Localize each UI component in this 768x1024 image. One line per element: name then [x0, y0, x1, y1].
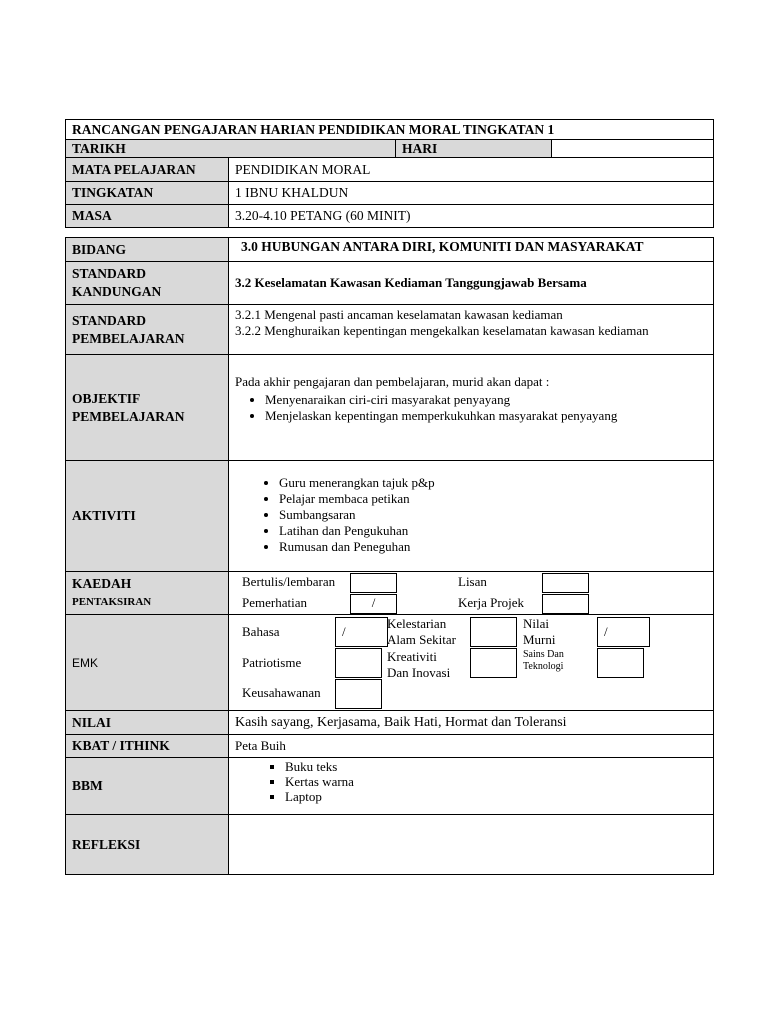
- kreativiti-label: [387, 649, 450, 677]
- nilai-murni-label-1: Nilai: [523, 616, 549, 631]
- kreativiti-label-2: Dan Inovasi: [387, 665, 451, 677]
- mata-pelajaran-label: MATA PELAJARAN: [66, 158, 229, 181]
- title-row: [65, 119, 714, 140]
- objektif-intro: Pada akhir pengajaran dan pembelajaran, murid akan dapat :: [235, 374, 550, 389]
- standard-pembelajaran-label-2: PEMBELAJARAN: [72, 330, 185, 346]
- tingkatan-value: 1 IBNU KHALDUN: [235, 185, 349, 200]
- kaedah-label: [66, 572, 229, 614]
- standard-pembelajaran-label-1: STANDARD: [72, 312, 147, 328]
- tarikh-label-cell: [66, 140, 396, 157]
- masa-row: [65, 204, 714, 228]
- nilai-label: NILAI: [66, 711, 229, 734]
- standard-pembelajaran-value: [229, 307, 713, 354]
- bertulis-label: Bertulis/lembaran: [242, 574, 336, 589]
- objektif-value: [229, 374, 713, 460]
- mata-pelajaran-value: PENDIDIKAN MORAL: [235, 161, 371, 177]
- bbm-item: ▪ Kertas warna: [285, 774, 713, 789]
- kelestarian-label-1: Kelestarian: [387, 616, 447, 631]
- kbat-label: KBAT / ITHINK: [66, 735, 229, 757]
- kaedah-label-1: KAEDAH: [72, 576, 132, 591]
- pemerhatian-checkbox[interactable]: /: [350, 594, 397, 614]
- bbm-item: ▪ Laptop: [285, 789, 713, 804]
- page-title: RANCANGAN PENGAJARAN HARIAN PENDIDIKAN MORAL TINGKATAN 1: [72, 122, 555, 137]
- objektif-list: [235, 392, 713, 424]
- nilai-murni-label-2: Murni: [523, 632, 556, 644]
- nilai-value: Kasih sayang, Kerjasama, Baik Hati, Hormat dan Toleransi: [235, 714, 567, 730]
- objektif-label-1: OBJEKTIF: [72, 390, 141, 406]
- kelestarian-checkbox[interactable]: [470, 617, 517, 647]
- standard-pembelajaran-item: 3.2.2 Menghuraikan kepentingan mengekalkan keselamatan kawasan kediaman: [235, 323, 649, 338]
- bertulis-checkbox[interactable]: [350, 573, 397, 593]
- masa-value: 3.20-4.10 PETANG (60 MINIT): [235, 208, 411, 223]
- kaedah-label-2: PENTAKSIRAN: [72, 596, 152, 608]
- kaedah-value: [229, 572, 713, 614]
- lisan-label: Lisan: [458, 574, 487, 589]
- standard-pembelajaran-item: 3.2.1 Mengenal pasti ancaman keselamatan kawasan kediaman: [235, 307, 563, 322]
- bidang-label: BIDANG: [66, 238, 229, 261]
- refleksi-row: [65, 814, 714, 875]
- standard-kandungan-label: [66, 262, 229, 304]
- standard-kandungan-label-2: KANDUNGAN: [72, 284, 162, 299]
- bidang-value: 3.0 HUBUNGAN ANTARA DIRI, KOMUNITI DAN MASYARAKAT: [241, 239, 644, 254]
- nilai-murni-checkbox[interactable]: /: [597, 617, 650, 647]
- hari-label-cell: [396, 140, 552, 157]
- bahasa-checkbox[interactable]: /: [335, 617, 388, 647]
- tarikh-label: TARIKH: [72, 141, 126, 156]
- bbm-list: [235, 759, 713, 804]
- patriotisme-label: Patriotisme: [242, 655, 302, 670]
- aktiviti-item: • Latihan dan Pengukuhan: [279, 523, 713, 539]
- hari-label: HARI: [402, 141, 438, 156]
- masa-label: MASA: [66, 205, 229, 227]
- objektif-item: • Menyenaraikan ciri-ciri masyarakat penyayang: [265, 392, 713, 408]
- mata-pelajaran-row: [65, 157, 714, 182]
- aktiviti-list: [235, 475, 713, 555]
- objektif-row: [65, 354, 714, 461]
- nilai-row: [65, 710, 714, 735]
- kerja-projek-label: Kerja Projek: [458, 595, 525, 610]
- standard-kandungan-value: 3.2 Keselamatan Kawasan Kediaman Tanggungjawab Bersama: [235, 275, 587, 290]
- standard-kandungan-label-1: STANDARD: [72, 266, 147, 281]
- tingkatan-row: [65, 181, 714, 205]
- aktiviti-item: • Guru menerangkan tajuk p&p: [279, 475, 713, 491]
- lisan-checkbox[interactable]: [542, 573, 589, 593]
- refleksi-value[interactable]: [229, 815, 713, 874]
- aktiviti-item: • Sumbangsaran: [279, 507, 713, 523]
- sains-label-1: Sains Dan: [523, 649, 564, 660]
- pemerhatian-label: Pemerhatian: [242, 595, 307, 610]
- kerja-projek-checkbox[interactable]: [542, 594, 589, 614]
- aktiviti-row: [65, 460, 714, 572]
- keusahawanan-checkbox[interactable]: [335, 679, 382, 709]
- kelestarian-label-2: Alam Sekitar: [387, 632, 456, 644]
- bahasa-label: Bahasa: [242, 624, 280, 639]
- refleksi-label: REFLEKSI: [66, 815, 229, 874]
- emk-row: [65, 614, 714, 711]
- bidang-row: [65, 237, 714, 262]
- emk-value: [229, 615, 713, 710]
- bbm-value: [229, 759, 713, 814]
- patriotisme-checkbox[interactable]: [335, 648, 382, 678]
- sains-label: [523, 649, 564, 673]
- kelestarian-label: [387, 616, 456, 644]
- kreativiti-label-1: Kreativiti: [387, 649, 437, 664]
- tarikh-hari-row: [65, 139, 714, 158]
- sains-checkbox[interactable]: [597, 648, 644, 678]
- aktiviti-label: AKTIVITI: [66, 461, 229, 571]
- nilai-murni-label: [523, 616, 556, 644]
- kbat-row: [65, 734, 714, 758]
- kaedah-row: [65, 571, 714, 615]
- standard-pembelajaran-row: [65, 304, 714, 355]
- objektif-label-2: PEMBELAJARAN: [72, 408, 185, 424]
- objektif-item: • Menjelaskan kepentingan memperkukuhkan masyarakat penyayang: [265, 408, 713, 424]
- tingkatan-label: TINGKATAN: [66, 182, 229, 204]
- bbm-row: [65, 757, 714, 815]
- kbat-value: Peta Buih: [235, 738, 286, 753]
- standard-kandungan-row: [65, 261, 714, 305]
- sains-label-2: Teknologi: [523, 661, 564, 672]
- aktiviti-value: [229, 475, 713, 571]
- emk-label: EMK: [66, 615, 229, 710]
- kreativiti-checkbox[interactable]: [470, 648, 517, 678]
- hari-value[interactable]: [552, 140, 713, 157]
- keusahawanan-label: Keusahawanan: [242, 685, 321, 700]
- aktiviti-item: • Pelajar membaca petikan: [279, 491, 713, 507]
- objektif-label: [66, 355, 229, 460]
- bbm-item: ▪ Buku teks: [285, 759, 713, 774]
- bbm-label: BBM: [66, 758, 229, 814]
- aktiviti-item: • Rumusan dan Peneguhan: [279, 539, 713, 555]
- standard-pembelajaran-label: [66, 305, 229, 354]
